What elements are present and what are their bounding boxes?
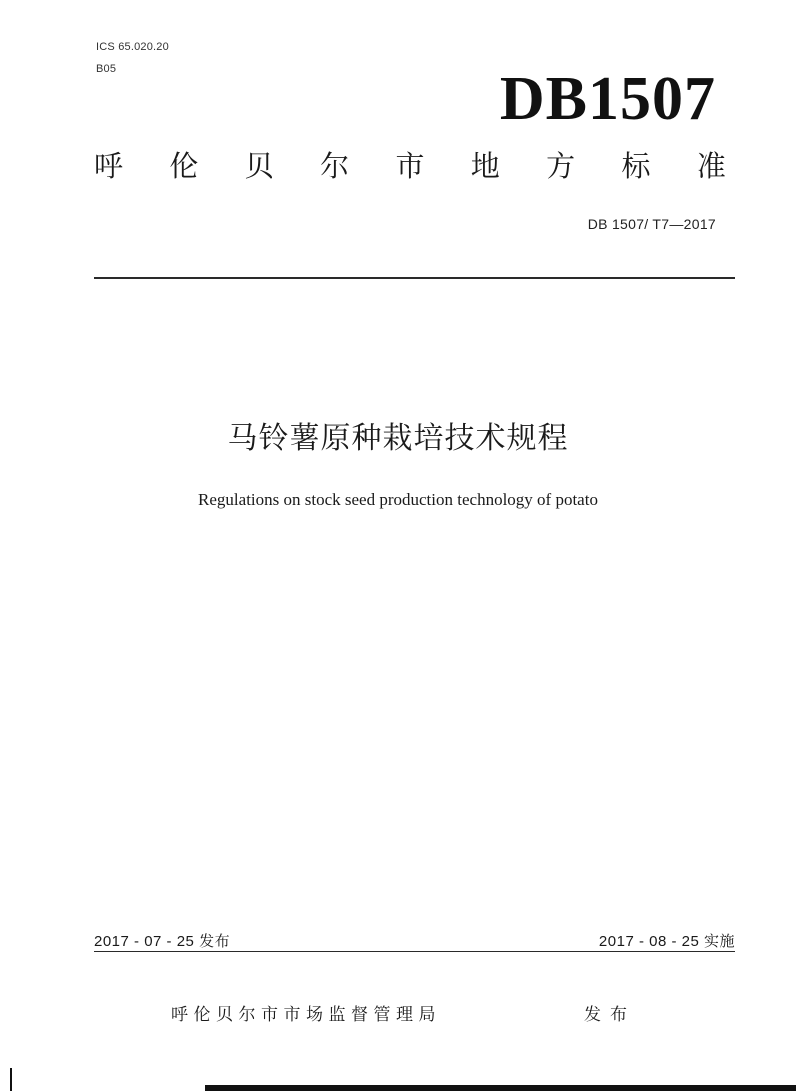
ccs-code: B05: [96, 63, 117, 75]
standard-category: [94, 149, 726, 183]
category-char: 地: [470, 149, 500, 183]
standard-number: DB 1507/ T7—2017: [587, 216, 716, 232]
header-divider: [94, 277, 735, 279]
scan-bottom-edge: [205, 1085, 796, 1091]
issue-date: 2017 - 07 - 25 发布: [94, 933, 231, 950]
standard-code: DB1507: [499, 65, 716, 133]
category-char: 方: [546, 149, 576, 183]
document-title-cn: 马铃薯原种栽培技术规程: [227, 421, 569, 456]
issuing-authority: 呼伦贝尔市市场监督管理局: [171, 1005, 441, 1025]
category-char: 标: [621, 149, 651, 183]
scan-edge-mark: [10, 1068, 12, 1091]
category-char: 伦: [169, 149, 199, 183]
implementation-date: 2017 - 08 - 25 实施: [598, 933, 735, 950]
footer-divider: [94, 951, 735, 952]
ics-code: ICS 65.020.20: [96, 41, 169, 53]
category-char: 尔: [320, 149, 350, 183]
category-char: 准: [696, 149, 726, 183]
category-char: 呼: [94, 149, 124, 183]
document-title-en: Regulations on stock seed production technology of potato: [198, 490, 598, 509]
category-char: 贝: [244, 149, 274, 183]
release-label: 发布: [584, 1005, 636, 1025]
category-char: 市: [395, 149, 425, 183]
